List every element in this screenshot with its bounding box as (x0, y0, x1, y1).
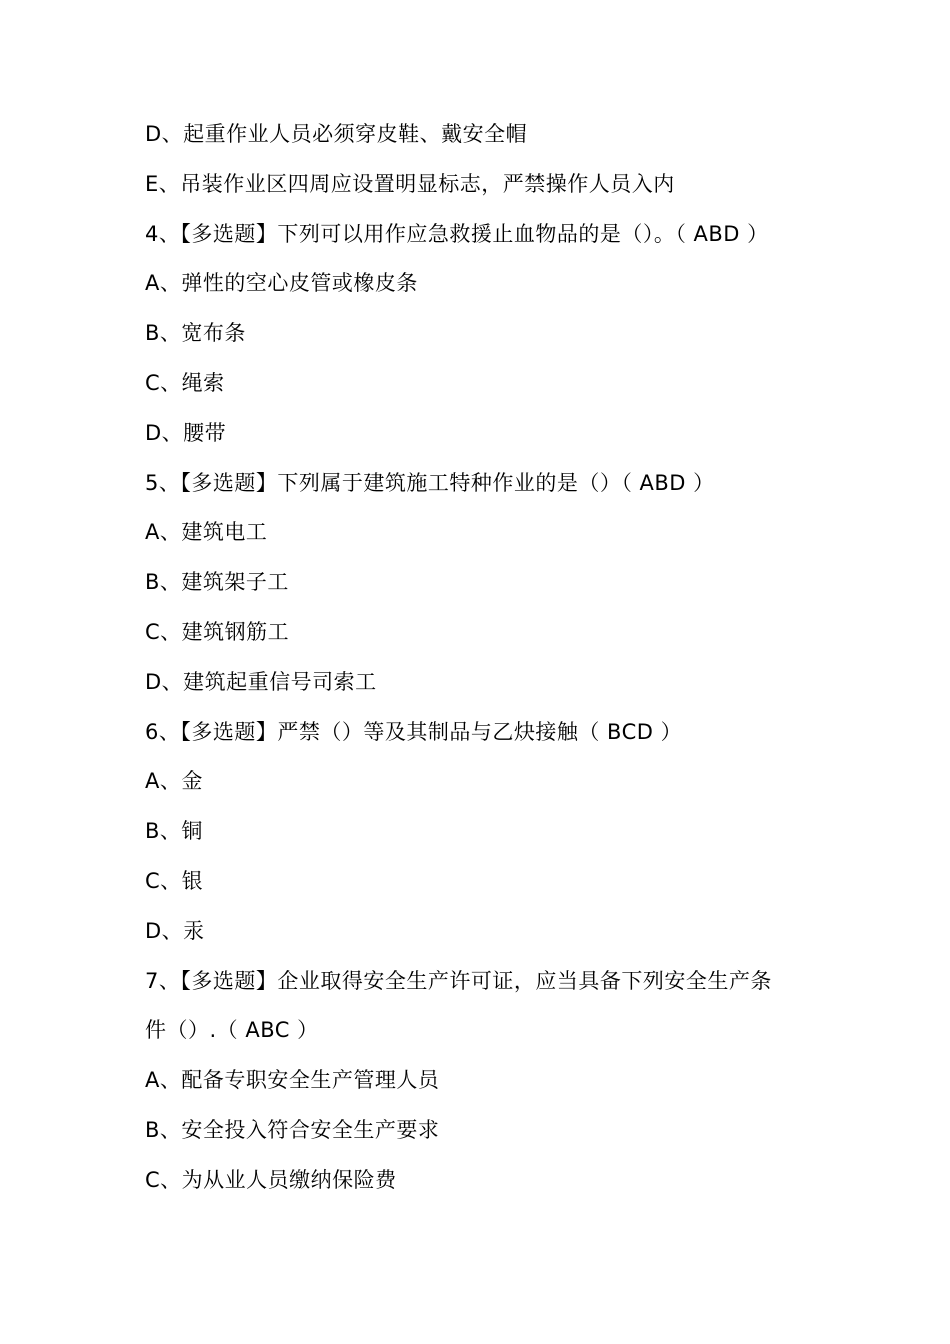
option-line: B、建筑架子工 (145, 570, 289, 595)
option-line: A、配备专职安全生产管理人员 (145, 1068, 440, 1093)
option-line: B、宽布条 (145, 321, 246, 346)
question-line-continuation: 件（）.（ ABC ） (145, 1018, 319, 1043)
option-line: A、弹性的空心皮管或橡皮条 (145, 271, 418, 296)
option-line: D、起重作业人员必须穿皮鞋、戴安全帽 (145, 122, 528, 146)
question-line: 6、【多选题】严禁（）等及其制品与乙炔接触（ BCD ） (145, 719, 683, 744)
option-line: C、绳索 (145, 370, 225, 395)
option-line: A、金 (145, 769, 203, 794)
option-line: A、建筑电工 (145, 520, 268, 545)
option-line: E、吊装作业区四周应设置明显标志，严禁操作人员入内 (145, 171, 675, 196)
option-line: B、安全投入符合安全生产要求 (145, 1117, 440, 1142)
option-line: C、建筑钢筋工 (145, 619, 290, 644)
question-line: 7、【多选题】企业取得安全生产许可证，应当具备下列安全生产条 (145, 968, 772, 993)
document-body (145, 110, 825, 1206)
option-line: D、建筑起重信号司索工 (145, 669, 377, 694)
question-line: 5、【多选题】下列属于建筑施工特种作业的是（）（ ABD ） (145, 470, 715, 495)
option-line: B、铜 (145, 819, 203, 844)
question-line: 4、【多选题】下列可以用作应急救援止血物品的是（）。（ ABD ） (145, 221, 769, 246)
option-line: C、银 (145, 868, 204, 893)
option-line: D、汞 (145, 918, 205, 943)
option-line: C、为从业人员缴纳保险费 (145, 1167, 397, 1192)
option-line: D、腰带 (145, 420, 227, 445)
